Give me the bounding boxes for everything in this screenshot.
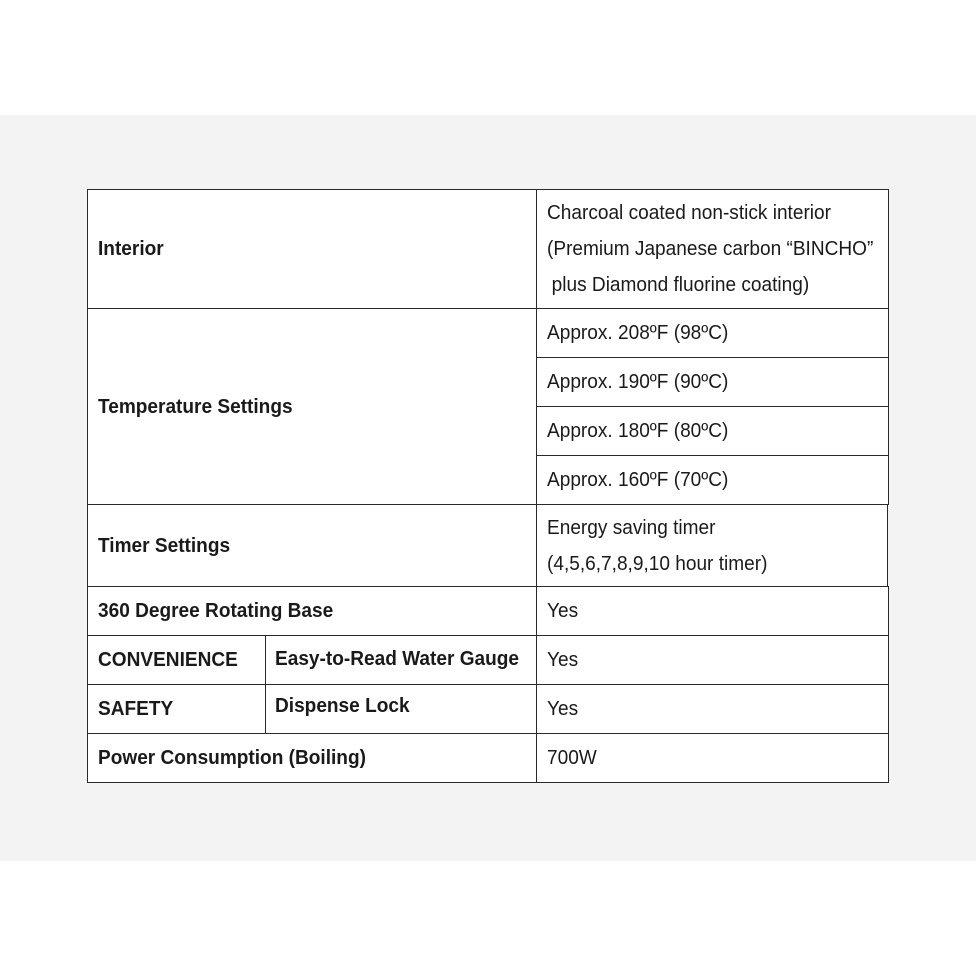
rotating-base-label: 360 Degree Rotating Base bbox=[98, 599, 334, 622]
temperature-value-cell bbox=[536, 406, 889, 456]
timer-line-1: Energy saving timer bbox=[547, 515, 716, 539]
temperature-value: Approx. 160ºF (70ºC) bbox=[547, 468, 729, 491]
timer-value-cell bbox=[536, 504, 888, 587]
safety-category-cell bbox=[87, 684, 266, 734]
safety-category: SAFETY bbox=[98, 697, 174, 720]
timer-label-cell bbox=[87, 504, 537, 587]
power-value-cell bbox=[536, 733, 889, 783]
spec-table bbox=[87, 189, 889, 783]
interior-label: Interior bbox=[98, 237, 164, 260]
water-gauge-value: Yes bbox=[547, 648, 579, 671]
temperature-label-cell bbox=[87, 308, 537, 505]
power-label: Power Consumption (Boiling) bbox=[98, 746, 366, 769]
temperature-value-cell bbox=[536, 357, 889, 407]
timer-line-2: (4,5,6,7,8,9,10 hour timer) bbox=[547, 551, 768, 575]
temperature-value-cell bbox=[536, 308, 889, 358]
convenience-category: CONVENIENCE bbox=[98, 648, 238, 671]
interior-line-3: plus Diamond fluorine coating) bbox=[551, 273, 810, 296]
water-gauge-value-cell bbox=[536, 635, 889, 685]
temperature-value: Approx. 190ºF (90ºC) bbox=[547, 370, 729, 393]
dispense-lock-label: Dispense Lock bbox=[275, 694, 410, 717]
dispense-lock-value-cell bbox=[536, 684, 889, 734]
background-panel bbox=[0, 115, 976, 861]
temperature-value: Approx. 208ºF (98ºC) bbox=[547, 321, 729, 344]
power-label-cell bbox=[87, 733, 537, 783]
temperature-label: Temperature Settings bbox=[98, 394, 293, 418]
water-gauge-label: Easy-to-Read Water Gauge bbox=[275, 647, 520, 670]
rotating-base-label-cell bbox=[87, 586, 537, 636]
dispense-lock-value: Yes bbox=[547, 697, 579, 720]
interior-label-cell bbox=[87, 189, 537, 309]
interior-value-cell bbox=[536, 189, 889, 309]
dispense-lock-label-cell bbox=[265, 684, 537, 734]
temperature-value: Approx. 180ºF (80ºC) bbox=[547, 419, 729, 442]
rotating-base-value: Yes bbox=[547, 599, 579, 622]
interior-line-2: (Premium Japanese carbon “BINCHO” bbox=[547, 237, 874, 260]
convenience-category-cell bbox=[87, 635, 266, 685]
rotating-base-value-cell bbox=[536, 586, 889, 636]
power-value: 700W bbox=[547, 746, 597, 769]
water-gauge-label-cell bbox=[265, 635, 537, 685]
interior-line-1: Charcoal coated non-stick interior bbox=[547, 201, 831, 224]
timer-label: Timer Settings bbox=[98, 533, 231, 557]
temperature-value-cell bbox=[536, 455, 889, 505]
